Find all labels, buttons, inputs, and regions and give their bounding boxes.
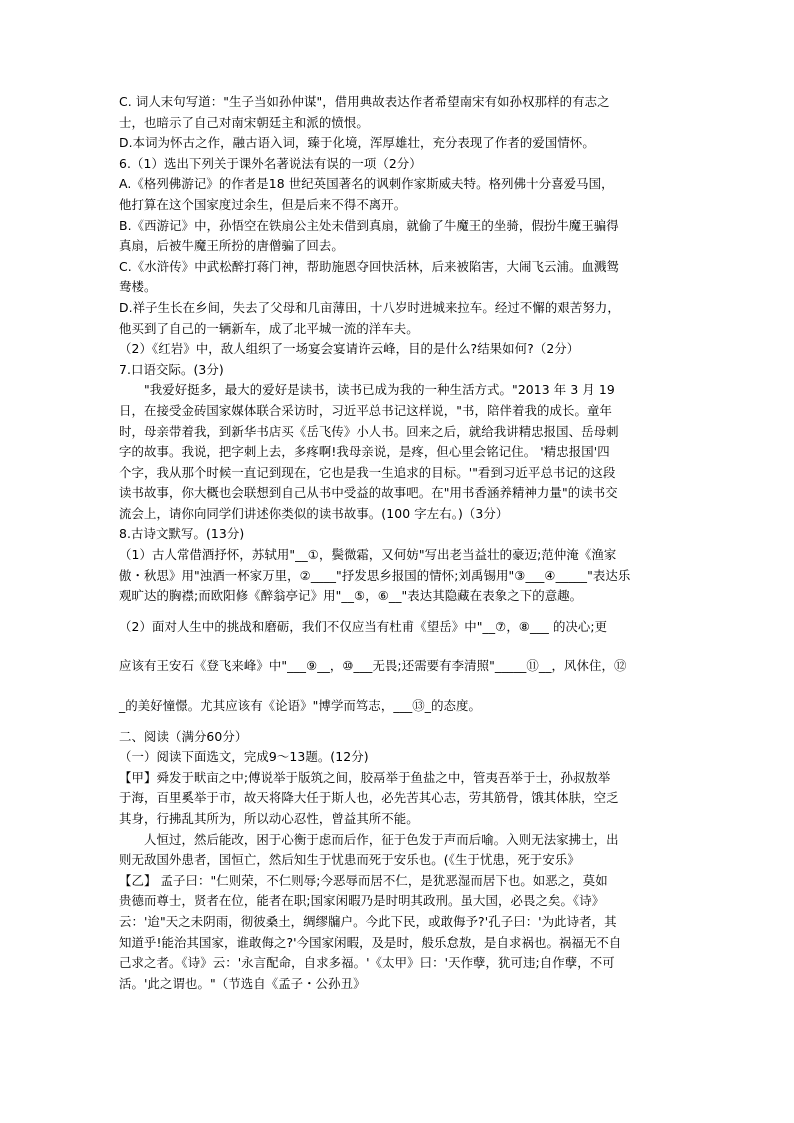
part2-subtitle: （一）阅读下面选文，完成9～13题。(12分): [119, 749, 369, 765]
passage-yi-line3: 云：'迨"天之未阴雨，彻彼桑土，绸缪牖户。今此下民，或敢侮予?'孔子曰：'为此诗者，其: [119, 913, 617, 929]
exam-content: [119, 92, 694, 994]
passage-jia-line3: 其身，行拂乱其所为，所以动心忍性，曾益其所不能。: [119, 811, 419, 826]
q5-option-d: D.本词为怀古之作，融古语入词，臻于化境，浑厚雄壮，充分表现了作者的爱国情怀。: [119, 135, 595, 151]
q7-line4: 字的故事。我说，把字刺上去，多疼啊!我母亲说，是疼，但心里会铭记住。 '精忠报国'四: [119, 444, 610, 460]
q8-line2: 傲・秋思》用"浊酒一杯家万里，②____"抒发思乡报国的情怀;刘禹锡用"③___④_____"表达乐: [119, 567, 631, 583]
spacer: [119, 607, 694, 617]
q8-line3: 观旷达的胸襟;而欧阳修《醉翁亭记》用"__⑤，⑥__"表达其隐藏在表象之下的意趣。: [119, 588, 583, 604]
q7-line3: 时，母亲带着我，到新华书店买《岳飞传》小人书。回来之后，就给我讲精忠报国、岳母刺: [119, 423, 619, 439]
q7-line6: 读书故事，你大概也会联想到自己从书中受益的故事吧。在"用书香涵养精神力量"的读书交: [119, 485, 618, 501]
q6-option-b-line1: B.《西游记》中，孙悟空在铁扇公主处未借到真扇，就偷了牛魔王的坐骑，假扮牛魔王骗得: [119, 217, 619, 233]
q5-option-c-line1: C. 词人末句写道："生子当如孙仲谋"，借用典故表达作者希望南宋有如孙权那样的有志之: [119, 94, 610, 109]
passage-yi-line6: 活。'此之谓也。"（节选自《孟子・公孙丑》: [119, 975, 366, 991]
q6-option-d-line2: 他买到了自己的一辆新车，成了北平城一流的洋车夫。: [119, 320, 419, 336]
q6-option-b-line2: 真扇，后被牛魔王所扮的唐僧骗了回去。: [119, 238, 344, 254]
passage-jia-line5: 则无敌国外患者，国恒亡，然后知生于忧患而死于安乐也。(《生于忧患，死于安乐》: [119, 852, 580, 868]
passage-yi-line5: 己求之者。《诗》云：'永言配命，自求多福。'《太甲》曰：'天作孽，犹可违;自作孽，不可: [119, 955, 615, 971]
q6-option-c-line2: 鸯楼。: [119, 279, 157, 295]
q5-option-c-line2: 士，也暗示了自己对南宋朝廷主和派的愤恨。: [119, 114, 369, 130]
passage-yi-line4: 知道乎!能治其国家，谁敢侮之?'今国家闲暇，及是时，般乐怠敖，是自求祸也。祸福无不自: [119, 934, 622, 950]
passage-jia-line4: 人恒过，然后能改，困于心衡于虑而后作，征于色发于声而后喻。入则无法家拂士，出: [144, 831, 619, 847]
spacer: [119, 717, 694, 727]
passage-yi-line1: 【乙】 孟子曰："仁则荣，不仁则辱;今恶辱而居不仁，是犹恶湿而居下也。如恶之，莫如: [119, 872, 608, 888]
q7-line1: "我爱好挺多，最大的爱好是读书，读书已成为我的一种生活方式。"2013 年 3 月 19: [144, 382, 615, 398]
passage-yi-line2: 贵德而尊士，贤者在位，能者在职;国家闲暇乃是时明其政刑。虽大国，必畏之矣。《诗》: [119, 893, 605, 909]
q6-option-d-line1: D.祥子生长在乡间，失去了父母和几亩薄田，十八岁时进城来拉车。经过不懈的艰苦努力，: [119, 299, 620, 315]
q8-line6: _的美好憧憬。尤其应该有《论语》"博学而笃志，___⑬_的态度。: [119, 698, 482, 714]
q7-title: 7.口语交际。(3分): [119, 361, 224, 377]
q6-option-c-line1: C.《水浒传》中武松醉打蒋门神，帮助施恩夺回快活林，后来被陷害，大闹飞云浦。血溅鸳: [119, 258, 619, 274]
q6-option-a-line2: 他打算在这个国家度过余生，但是后来不得不离开。: [119, 196, 407, 212]
q6-title: 6.（1）选出下列关于课外名著说法有误的一项（2分）: [119, 155, 422, 171]
passage-jia-line2: 于海，百里奚举于市，故天将降大任于斯人也，必先苦其心志，劳其筋骨，饿其体肤，空乏: [119, 790, 619, 806]
q8-line4: （2）面对人生中的挑战和磨砺，我们不仅应当有杜甫《望岳》中"__⑦，⑧___ 的决心;更: [119, 618, 608, 634]
q7-line5: 个字，我从那个时候一直记到现在，它也是我一生追求的目标。'"看到习近平总书记的这段: [119, 464, 616, 480]
spacer: [119, 677, 694, 696]
q6-subquestion-2: （2）《红岩》中，敌人组织了一场宴会宴请许云峰，目的是什么?结果如何?（2分）: [119, 341, 580, 357]
q8-title: 8.古诗文默写。(13分): [119, 526, 245, 542]
q8-line5: 应该有王安石《登飞来峰》中"___⑨__，⑩___无畏;还需要有李清照"_____⑪__，风休住，⑫: [119, 658, 627, 674]
q8-line1: （1）古人常借酒抒怀，苏轼用"__①，鬓微霜，又何妨"写出老当益壮的豪迈;范仲淹《渔家: [119, 547, 617, 563]
q7-line2: 日，在接受金砖国家媒体联合采访时，习近平总书记这样说，"书，陪伴着我的成长。童年: [119, 402, 612, 418]
passage-jia-line1: 【甲】舜发于畎亩之中;傅说举于版筑之间，胶鬲举于鱼盐之中，管夷吾举于士，孙叔敖举: [119, 769, 611, 785]
spacer: [119, 637, 694, 656]
part2-title: 二、阅读（满分60分）: [119, 728, 248, 744]
q7-line7: 流会上，请你向同学们讲述你类似的读书故事。(100 字左右。)（3分）: [119, 505, 509, 521]
q6-option-a-line1: A.《格列佛游记》的作者是18 世纪英国著名的讽刺作家斯威夫特。格列佛十分喜爱马国，: [119, 176, 614, 192]
